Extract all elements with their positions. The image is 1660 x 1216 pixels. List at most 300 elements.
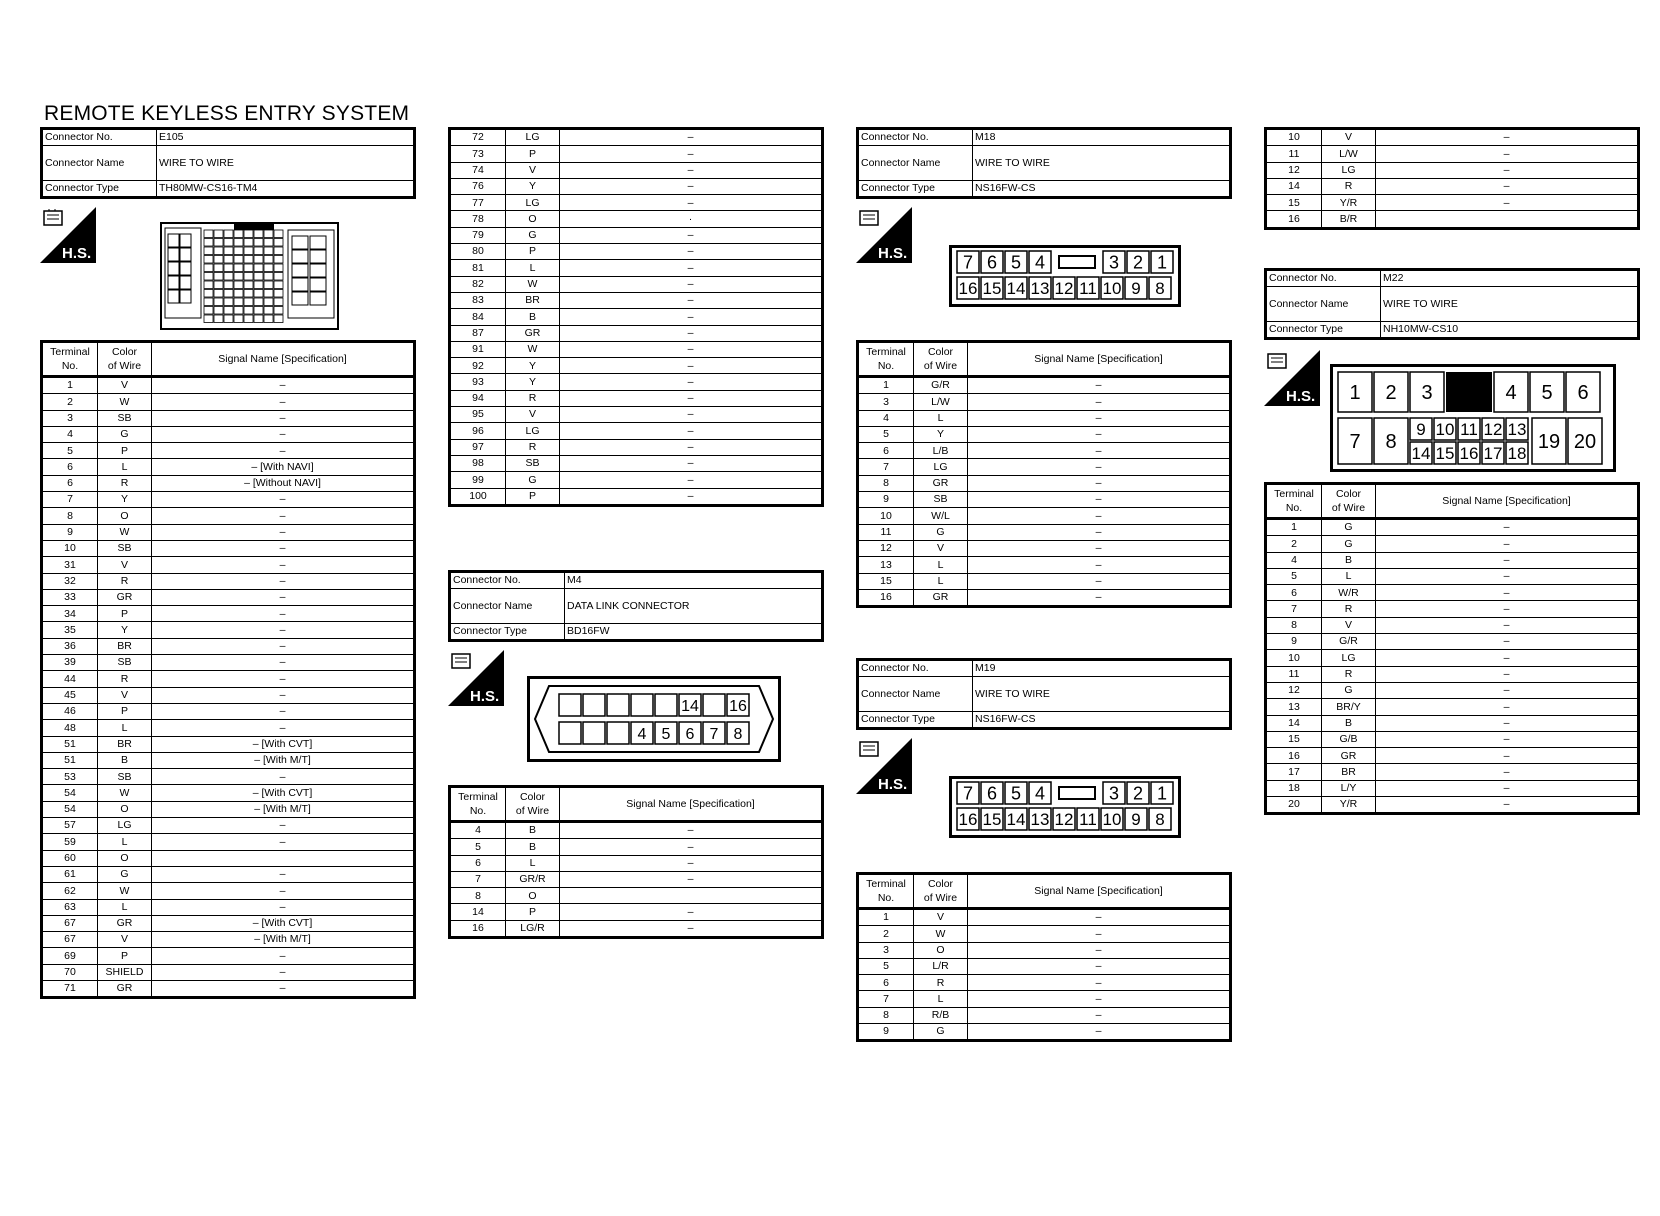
terminal-no-cell: 14	[1266, 178, 1322, 194]
wire-color-cell: SB	[98, 769, 152, 785]
terminal-no-cell: 5	[42, 443, 98, 459]
svg-text:16: 16	[958, 810, 978, 830]
hs-icon	[1264, 350, 1320, 411]
terminal-no-cell: 54	[42, 801, 98, 817]
wire-color-cell: GR	[914, 475, 968, 491]
table-row	[858, 1007, 1231, 1023]
table-row	[450, 439, 823, 455]
terminal-no-cell: 5	[450, 839, 506, 855]
svg-text:9: 9	[1131, 279, 1141, 299]
pin-cell	[703, 722, 725, 744]
signal-name-cell: –	[968, 958, 1231, 974]
table-row	[450, 227, 823, 243]
signal-name-cell: –	[1376, 601, 1639, 617]
connector-lock-tab	[1059, 787, 1095, 799]
terminal-no-cell: 7	[858, 459, 914, 475]
pin-cell	[1125, 808, 1147, 830]
signal-name-cell: –	[152, 394, 415, 410]
pin-cell	[1410, 442, 1432, 464]
svg-text:6: 6	[986, 252, 998, 273]
table-row	[1266, 699, 1639, 715]
terminal-no-cell: 13	[1266, 699, 1322, 715]
table-row	[42, 377, 415, 394]
svg-text:7: 7	[962, 252, 974, 273]
terminal-no-cell: 53	[42, 769, 98, 785]
table-row	[42, 540, 415, 556]
signal-name-cell: –	[152, 818, 415, 834]
table-row	[42, 703, 415, 719]
signal-name-cell: – [With CVT]	[152, 785, 415, 801]
wire-color-cell: V	[914, 540, 968, 556]
table-row	[42, 573, 415, 589]
terminal-no-cell: 4	[42, 426, 98, 442]
svg-text:13: 13	[1030, 279, 1050, 299]
signal-name-cell: –	[560, 260, 823, 276]
table-row	[42, 752, 415, 768]
terminal-no-cell: 99	[450, 472, 506, 488]
signal-name-cell: –	[1376, 682, 1639, 698]
terminal-no-cell: 100	[450, 488, 506, 505]
table-row	[42, 410, 415, 426]
value-connector-type: TH80MW-CS16-TM4	[157, 181, 415, 198]
svg-text:2: 2	[1385, 382, 1397, 405]
pin-cell	[1101, 808, 1123, 830]
table-row	[1266, 568, 1639, 584]
pin-cell	[1434, 442, 1456, 464]
terminal-no-cell: 83	[450, 292, 506, 308]
connector-m4-info	[448, 570, 824, 642]
svg-text:13: 13	[1507, 420, 1527, 440]
terminal-no-cell: 1	[858, 377, 914, 394]
table-row	[450, 162, 823, 178]
table-row	[858, 942, 1231, 958]
terminal-no-cell: 20	[1266, 797, 1322, 814]
table-row	[42, 557, 415, 573]
svg-text:11: 11	[1079, 279, 1097, 299]
svg-text:10: 10	[1102, 279, 1122, 299]
signal-name-cell: –	[152, 834, 415, 850]
wire-color-cell: L	[98, 720, 152, 736]
wire-color-cell: G	[1322, 536, 1376, 552]
table-row	[450, 488, 823, 505]
terminal-no-cell: 2	[42, 394, 98, 410]
pin-cell	[1029, 782, 1051, 804]
table-row	[42, 834, 415, 850]
wire-color-cell: G	[98, 426, 152, 442]
table-row	[42, 394, 415, 410]
pin-cell	[981, 277, 1003, 299]
terminal-no-cell: 14	[1266, 715, 1322, 731]
svg-text:13: 13	[1030, 810, 1050, 830]
wire-color-cell: L/R	[914, 958, 968, 974]
wire-color-cell: LG	[98, 818, 152, 834]
signal-name-cell: –	[1376, 699, 1639, 715]
pin-cell	[1151, 251, 1173, 273]
pin-cell	[1005, 251, 1027, 273]
wire-color-cell: B	[506, 309, 560, 325]
signal-name-cell: –	[560, 341, 823, 357]
wire-color-cell: B	[1322, 715, 1376, 731]
wire-color-cell: G	[506, 227, 560, 243]
table-row	[1266, 552, 1639, 568]
wire-color-cell: V	[98, 687, 152, 703]
hs-icon	[40, 207, 96, 268]
table-row	[42, 980, 415, 997]
table-row	[42, 850, 415, 866]
table-row	[42, 475, 415, 491]
terminal-no-cell: 8	[1266, 617, 1322, 633]
wire-color-cell: P	[98, 703, 152, 719]
label-connector-name: Connector Name	[42, 146, 157, 181]
value-connector-no: M22	[1381, 270, 1639, 287]
wire-color-cell: R	[914, 975, 968, 991]
table-row	[858, 926, 1231, 942]
table-row	[450, 341, 823, 357]
svg-text:7: 7	[1349, 431, 1361, 454]
connector-m19-pin-table-wrap	[856, 872, 1232, 1042]
terminal-no-cell: 11	[1266, 146, 1322, 162]
svg-text:12: 12	[1054, 279, 1074, 299]
svg-text:6: 6	[685, 725, 695, 743]
pin-cell	[1101, 277, 1123, 299]
wire-color-cell: LG	[506, 129, 560, 146]
svg-text:6: 6	[986, 783, 998, 804]
wire-color-cell: BR	[506, 292, 560, 308]
signal-name-cell: –	[152, 492, 415, 508]
pin-cell	[981, 251, 1003, 273]
table-row	[450, 423, 823, 439]
wire-color-cell: Y	[506, 374, 560, 390]
signal-name-cell: –	[1376, 731, 1639, 747]
wire-color-cell: Y	[98, 492, 152, 508]
connector-m19-diagram	[949, 776, 1181, 843]
signal-name-cell: –	[1376, 634, 1639, 650]
terminal-no-cell: 9	[858, 1024, 914, 1041]
signal-name-cell: –	[968, 1024, 1231, 1041]
table-row	[1266, 129, 1639, 146]
signal-name-cell: –	[560, 178, 823, 194]
signal-name-cell: –	[152, 769, 415, 785]
signal-name-cell: –	[968, 459, 1231, 475]
signal-name-cell: –	[560, 871, 823, 887]
wire-color-cell: L/W	[914, 394, 968, 410]
signal-name-cell: –	[1376, 195, 1639, 211]
table-row	[450, 888, 823, 904]
signal-name-cell: –	[152, 426, 415, 442]
terminal-no-cell: 57	[42, 818, 98, 834]
table-row	[1266, 650, 1639, 666]
wire-color-cell: V	[98, 377, 152, 394]
terminal-no-cell: 60	[42, 850, 98, 866]
wire-color-cell: G/R	[1322, 634, 1376, 650]
terminal-no-cell: 7	[1266, 601, 1322, 617]
svg-text:H.S.: H.S.	[1286, 388, 1316, 405]
wire-color-cell: L	[98, 459, 152, 475]
pin-cell	[981, 808, 1003, 830]
signal-name-cell: –	[1376, 162, 1639, 178]
table-row	[42, 899, 415, 915]
connector-m4-pin-table	[448, 785, 824, 939]
svg-text:18: 18	[1507, 444, 1527, 464]
terminal-no-cell: 81	[450, 260, 506, 276]
signal-name-cell: –	[152, 671, 415, 687]
pin-cell	[727, 722, 749, 744]
svg-text:5: 5	[1010, 783, 1022, 804]
signal-name-cell: –	[152, 964, 415, 980]
terminal-no-cell: 76	[450, 178, 506, 194]
hs-icon	[856, 738, 912, 799]
table-row	[858, 1024, 1231, 1041]
wire-color-cell: L	[914, 573, 968, 589]
wire-color-cell: L	[914, 991, 968, 1007]
terminal-no-cell: 15	[858, 573, 914, 589]
connector-e105-section	[40, 127, 416, 199]
header-terminal-no: Terminal No.	[1266, 484, 1322, 519]
signal-name-cell: –	[968, 991, 1231, 1007]
svg-text:14: 14	[1411, 444, 1431, 464]
terminal-no-cell: 8	[858, 475, 914, 491]
table-row	[450, 839, 823, 855]
terminal-no-cell: 18	[1266, 780, 1322, 796]
table-row	[450, 325, 823, 341]
terminal-no-cell: 91	[450, 341, 506, 357]
wire-color-cell: P	[98, 443, 152, 459]
wire-color-cell: SHIELD	[98, 964, 152, 980]
terminal-no-cell: 33	[42, 589, 98, 605]
table-row	[450, 211, 823, 227]
table-row	[42, 964, 415, 980]
table-row	[450, 871, 823, 887]
wire-color-cell: O	[98, 850, 152, 866]
pin-cell	[631, 694, 653, 716]
signal-name-cell: –	[560, 276, 823, 292]
svg-text:16: 16	[958, 279, 978, 299]
wire-color-cell: G	[506, 472, 560, 488]
header-signal-name: Signal Name [Specification]	[1376, 484, 1639, 519]
pin-cell	[1151, 782, 1173, 804]
table-row	[450, 374, 823, 390]
wire-color-cell: L	[98, 899, 152, 915]
wire-color-cell: V	[1322, 617, 1376, 633]
signal-name-cell: –	[152, 720, 415, 736]
connector-e105-continued	[448, 127, 824, 507]
terminal-no-cell: 12	[1266, 162, 1322, 178]
terminal-no-cell: 7	[450, 871, 506, 887]
table-row	[858, 524, 1231, 540]
terminal-no-cell: 9	[1266, 634, 1322, 650]
terminal-no-cell: 92	[450, 358, 506, 374]
terminal-no-cell: 4	[858, 410, 914, 426]
svg-text:10: 10	[1435, 420, 1455, 440]
wire-color-cell: SB	[98, 655, 152, 671]
wire-color-cell: G	[914, 524, 968, 540]
signal-name-cell: – [With M/T]	[152, 932, 415, 948]
signal-name-cell: –	[968, 557, 1231, 573]
svg-text:H.S.: H.S.	[470, 688, 500, 705]
pin-cell	[1103, 782, 1125, 804]
wire-color-cell: R	[1322, 666, 1376, 682]
signal-name-cell: –	[152, 557, 415, 573]
wire-color-cell: BR	[98, 638, 152, 654]
svg-text:H.S.: H.S.	[62, 245, 92, 262]
terminal-no-cell: 2	[858, 926, 914, 942]
connector-m19-pin-table	[856, 872, 1232, 1042]
header-terminal-no: Terminal No.	[858, 874, 914, 909]
table-row	[1266, 797, 1639, 814]
table-row	[858, 475, 1231, 491]
signal-name-cell: –	[1376, 536, 1639, 552]
signal-name-cell: –	[560, 162, 823, 178]
svg-text:5: 5	[1010, 252, 1022, 273]
wire-color-cell: G/B	[1322, 731, 1376, 747]
svg-text:16: 16	[729, 697, 747, 715]
terminal-no-cell: 61	[42, 866, 98, 882]
signal-name-cell: –	[560, 390, 823, 406]
terminal-no-cell: 32	[42, 573, 98, 589]
table-row	[42, 426, 415, 442]
wire-color-cell: W	[98, 524, 152, 540]
terminal-no-cell: 16	[1266, 211, 1322, 228]
signal-name-cell: –	[560, 423, 823, 439]
terminal-no-cell: 4	[450, 822, 506, 839]
terminal-no-cell: 67	[42, 932, 98, 948]
wire-color-cell: R	[506, 390, 560, 406]
table-row	[1266, 780, 1639, 796]
terminal-no-cell: 12	[858, 540, 914, 556]
wire-color-cell: R/B	[914, 1007, 968, 1023]
table-row	[1266, 666, 1639, 682]
connector-e105-pin-table-wrap	[40, 340, 416, 999]
svg-text:4: 4	[1034, 252, 1046, 273]
table-row	[450, 129, 823, 146]
signal-name-cell: –	[152, 606, 415, 622]
terminal-no-cell: 69	[42, 948, 98, 964]
wire-color-cell: W	[506, 276, 560, 292]
svg-text:15: 15	[1435, 444, 1455, 464]
table-row	[858, 443, 1231, 459]
connector-m19-continued	[1264, 127, 1640, 230]
signal-name-cell	[1376, 211, 1639, 228]
wire-color-cell: L	[1322, 568, 1376, 584]
pin-cell	[1338, 372, 1372, 412]
signal-name-cell: –	[560, 325, 823, 341]
wire-color-cell: L	[914, 557, 968, 573]
table-row	[450, 260, 823, 276]
connector-m18-pin-table	[856, 340, 1232, 608]
table-row	[858, 459, 1231, 475]
terminal-no-cell: 51	[42, 752, 98, 768]
value-connector-type: NS16FW-CS	[973, 181, 1231, 198]
pin-cell	[1568, 418, 1602, 464]
terminal-no-cell: 15	[1266, 731, 1322, 747]
table-row	[1266, 195, 1639, 211]
value-connector-name: DATA LINK CONNECTOR	[565, 589, 823, 624]
wire-color-cell: Y	[506, 178, 560, 194]
signal-name-cell: –	[968, 508, 1231, 524]
terminal-no-cell: 46	[42, 703, 98, 719]
page-title: REMOTE KEYLESS ENTRY SYSTEM	[44, 102, 410, 125]
svg-text:12: 12	[1054, 810, 1074, 830]
signal-name-cell: –	[152, 899, 415, 915]
svg-text:5: 5	[1541, 382, 1553, 405]
signal-name-cell: –	[152, 573, 415, 589]
table-row	[450, 855, 823, 871]
wire-color-cell: GR	[98, 589, 152, 605]
svg-text:8: 8	[1155, 810, 1165, 830]
wire-color-cell: G	[914, 1024, 968, 1041]
signal-name-cell: –	[968, 394, 1231, 410]
wire-color-cell: G/R	[914, 377, 968, 394]
signal-name-cell: –	[1376, 780, 1639, 796]
wire-color-cell: O	[506, 211, 560, 227]
connector-m22-info	[1264, 268, 1640, 340]
table-row	[450, 472, 823, 488]
wire-color-cell: V	[506, 162, 560, 178]
signal-name-cell: –	[560, 195, 823, 211]
signal-name-cell: –	[1376, 129, 1639, 146]
table-row	[42, 769, 415, 785]
wire-color-cell: R	[506, 439, 560, 455]
signal-name-cell: –	[1376, 617, 1639, 633]
pin-cell	[607, 722, 629, 744]
table-row	[42, 606, 415, 622]
pin-cell	[655, 694, 677, 716]
value-connector-no: E105	[157, 129, 415, 146]
table-row	[42, 443, 415, 459]
wire-color-cell: Y	[506, 358, 560, 374]
wire-color-cell: V	[914, 909, 968, 926]
table-row	[42, 948, 415, 964]
value-connector-no: M18	[973, 129, 1231, 146]
wire-color-cell: L	[98, 834, 152, 850]
table-row	[42, 671, 415, 687]
table-row	[858, 975, 1231, 991]
signal-name-cell: – [Without NAVI]	[152, 475, 415, 491]
table-row	[858, 410, 1231, 426]
signal-name-cell: –	[560, 129, 823, 146]
connector-m4-section	[448, 570, 824, 642]
header-terminal-no: Terminal No.	[450, 787, 506, 822]
svg-text:7: 7	[709, 725, 719, 743]
terminal-no-cell: 8	[858, 1007, 914, 1023]
terminal-no-cell: 70	[42, 964, 98, 980]
terminal-no-cell: 48	[42, 720, 98, 736]
signal-name-cell: –	[152, 540, 415, 556]
terminal-no-cell: 5	[858, 426, 914, 442]
table-row	[1266, 731, 1639, 747]
table-row	[858, 492, 1231, 508]
signal-name-cell: –	[560, 439, 823, 455]
terminal-no-cell: 10	[42, 540, 98, 556]
signal-name-cell: –	[152, 703, 415, 719]
connector-e105-diagram	[160, 222, 339, 330]
pin-cell	[1029, 808, 1051, 830]
table-row	[1266, 764, 1639, 780]
pin-cell	[1566, 372, 1600, 412]
table-row	[42, 736, 415, 752]
pin-cell	[1149, 808, 1171, 830]
signal-name-cell	[560, 888, 823, 904]
wire-color-cell: R	[98, 671, 152, 687]
terminal-no-cell: 11	[858, 524, 914, 540]
terminal-no-cell: 72	[450, 129, 506, 146]
table-row	[450, 244, 823, 260]
terminal-no-cell: 98	[450, 455, 506, 471]
value-connector-no: M4	[565, 572, 823, 589]
pin-cell	[1506, 418, 1528, 440]
svg-text:16: 16	[1459, 444, 1479, 464]
label-connector-name: Connector Name	[450, 589, 565, 624]
